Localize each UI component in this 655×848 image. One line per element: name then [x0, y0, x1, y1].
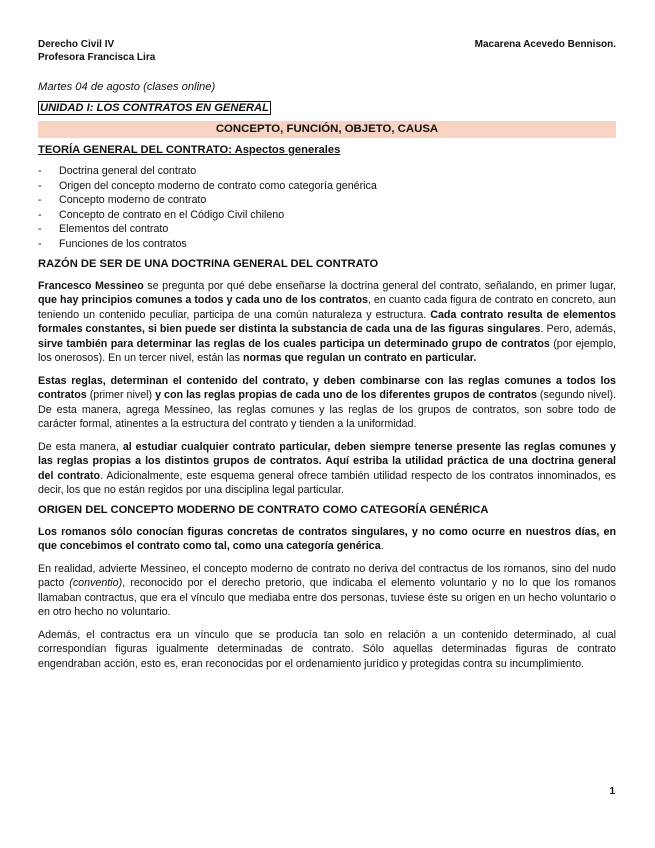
text-run: (por ejemplo, los onerosos). En un tercer nivel, están las — [38, 337, 616, 365]
unit-title-box — [38, 101, 616, 116]
section-title-teoria: TEORÍA GENERAL DEL CONTRATO: Aspectos generales — [38, 144, 341, 156]
page-header — [38, 38, 616, 64]
text-run: Francesco Messineo — [38, 279, 144, 292]
text-run: , reconocido por el derecho pretorio, que indicaba el elemento voluntario y no lo que los romanos llamaban contractus, que era el vínculo que mediaba entre dos personas, tuviese éste su origen en un hecho voluntario o en otro hecho no voluntario. — [38, 577, 616, 619]
text-run: al estudiar cualquier contrato particular, deben siempre tenerse presente las reglas comunes y las reglas propias a los distintos grupos de contratos. Aquí estriba la utilidad práctica de una doctrina general del contrato — [38, 440, 616, 482]
topics-list — [38, 164, 616, 252]
list-item: - Concepto moderno de contrato — [38, 193, 616, 208]
text-run: En realidad, advierte Messineo, el concepto moderno de contrato no deriva del contractus de los romanos, sino del nudo pacto — [38, 562, 616, 590]
text-run: Estas reglas, determinan el contenido del contrato, y deben combinarse con las reglas comunes a todos los contratos — [38, 374, 616, 402]
list-item: - Origen del concepto moderno de contrato como categoría genérica — [38, 179, 616, 194]
text-run: . — [380, 540, 384, 553]
text-run: y con las reglas propias de cada uno de los diferentes grupos de contratos — [155, 389, 537, 402]
class-date: Martes 04 de agosto (clases online) — [38, 81, 216, 93]
list-item: - Elementos del contrato — [38, 222, 616, 237]
list-item: - Funciones de los contratos — [38, 237, 616, 252]
section-title-origen: ORIGEN DEL CONCEPTO MODERNO DE CONTRATO COMO CATEGORÍA GENÉRICA — [38, 503, 489, 516]
text-run: Cada contrato resulta de elementos formales constantes, si bien puede ser distinta la substancia de cada una de las figuras singulares — [38, 308, 616, 336]
list-item: - Doctrina general del contrato — [38, 164, 616, 179]
text-run: que hay principios comunes a todos y cada uno de los contratos — [38, 294, 368, 307]
paragraph-romanos — [38, 525, 616, 554]
paragraph-conventio — [38, 562, 616, 620]
text-run: se pregunta por qué debe enseñarse la doctrina general del contrato, señalando, en primer lugar, — [143, 279, 617, 292]
text-run: normas que regulan un contrato en particular. — [242, 352, 477, 365]
paragraph-messineo — [38, 279, 616, 366]
text-run: . Pero, además, — [540, 323, 616, 336]
author-name: Macarena Acevedo Bennison. — [474, 39, 616, 50]
paragraph-reglas — [38, 374, 616, 432]
paragraph-utilidad — [38, 440, 616, 498]
page-number: 1 — [609, 786, 615, 797]
course-name: Derecho Civil IV — [38, 39, 115, 50]
text-run: (conventio) — [69, 577, 123, 590]
professor-name: Profesora Francisca Lira — [38, 52, 156, 63]
document-page — [38, 38, 616, 671]
text-run: (segundo nivel). De esta manera, agrega Messineo, las reglas comunes y las reglas de los grupos de contratos, son sobre todo de carácter formal, atinentes a la estructura del contrato y tienden a la uniformidad. — [38, 389, 616, 431]
unit-title: UNIDAD I: LOS CONTRATOS EN GENERAL — [40, 102, 269, 114]
text-run: Los romanos sólo conocían figuras concretas de contratos singulares, y no como ocurre en nuestros días, en que concebimos el contrato como tal, como una categoría genérica — [38, 525, 616, 553]
text-run: , en cuanto cada figura de contrato en concreto, aun teniendo un contenido peculiar, participa de una común naturaleza y estructura. — [38, 294, 616, 321]
text-run: sirve también para determinar las reglas de los cuales participa un determinado grupo de contratos — [38, 337, 550, 350]
section-title-razon: RAZÓN DE SER DE UNA DOCTRINA GENERAL DEL CONTRATO — [38, 257, 379, 270]
text-run: De esta manera, — [38, 440, 123, 453]
paragraph-contractus: Además, el contractus era un vínculo que se producía tan solo en relación a un contenido determinado, al cual correspondían figuras igualmente determinadas de contrato. Sólo aquellas determinadas figuras de contrato engendraban acción, esto es, eran reconocidas por el ordenamiento jurídico y protegidas contra su incumplimiento. — [38, 628, 616, 670]
list-item: - Concepto de contrato en el Código Civil chileno — [38, 208, 616, 223]
text-run: . Adicionalmente, este esquema general ofrece también utilidad respecto de los contratos innominados, es decir, los que no están regidos por una disciplina legal particular. — [38, 469, 616, 497]
topic-banner: CONCEPTO, FUNCIÓN, OBJETO, CAUSA — [38, 121, 616, 138]
text-run: (primer nivel) — [86, 389, 156, 402]
